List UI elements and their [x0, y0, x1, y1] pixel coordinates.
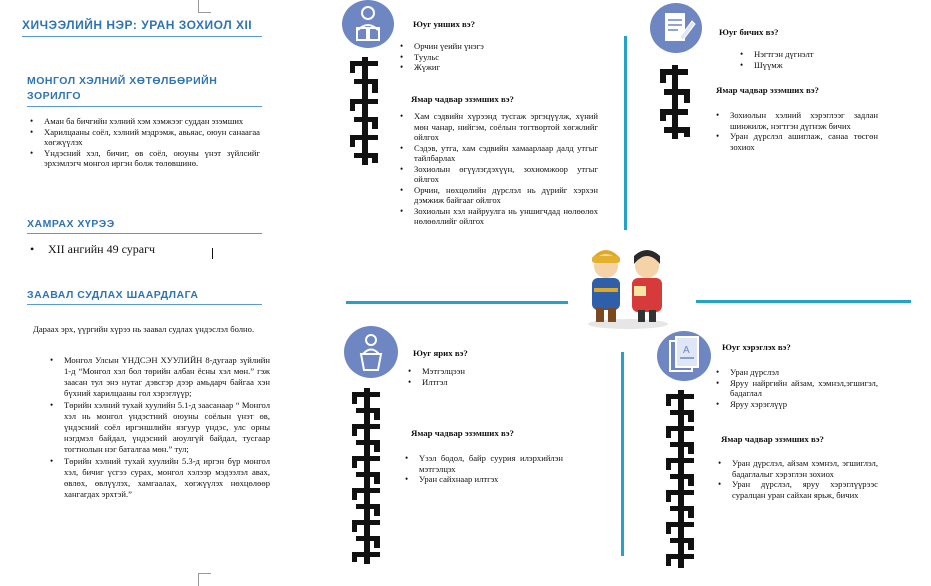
list-item: • Монгол Улсын ҮНДСЭН ХУУЛИЙН 8-дугаар зүйлийн 1-д “Монгол хэл бол төрийн албан ёсны хэл мөн.” гэж заасан тул энэ нутаг дэвсгэр дээр амьдарч байгаа хэн бүхний харилцааны гол хэрэглүүр; [48, 355, 270, 399]
list-item: • Яруу хэрэглүүр [714, 399, 878, 410]
q4-skills-heading: Ямар чадвар эзэмших вэ? [721, 434, 824, 444]
divider-horizontal-right [696, 300, 911, 303]
list-item: • Илтгэл [406, 377, 556, 388]
list-item: • Туульс [398, 52, 558, 63]
divider-vertical-top [624, 36, 627, 230]
reader-icon [342, 0, 394, 48]
q2-skills-heading: Ямар чадвар эзэмших вэ? [716, 85, 819, 95]
divider-vertical-bottom [621, 352, 624, 556]
list-item: • Нэгтгэн дүгнэлт [738, 49, 878, 60]
list-item: • Зохиолын хэл найруулга нь уншигчдад нөлөөлөх нөлөөллийг ойлгох [398, 206, 598, 227]
coverage-underline [27, 233, 262, 234]
q2-items [738, 49, 878, 70]
q3-skills-heading: Ямар чадвар эзэмших вэ? [411, 428, 514, 438]
list-item: • Орчин, нөхцөлийн дүрслэл нь дүрийг хэрхэн дэмжиж байгааг ойлгох [398, 185, 598, 206]
list-item: • Уран дүрслэл [714, 367, 878, 378]
crop-mark [198, 573, 211, 586]
mongolian-script-icon [350, 57, 380, 165]
document-title: ХИЧЭЭЛИЙН НЭР: УРАН ЗОХИОЛ XII [22, 18, 253, 32]
q2-question: Юуг бичих вэ? [719, 27, 779, 37]
q1-skills [398, 111, 598, 227]
book-icon [657, 331, 711, 381]
list-item: • Мэтгэлцээн [406, 366, 556, 377]
coverage-heading: ХАМРАХ ХҮРЭЭ [27, 218, 115, 230]
list-item: • Жүжиг [398, 62, 558, 73]
list-item: • Уран дүрслэл, яруу хэрэглүүрээс суралцан уран сайхан ярьж, бичих [716, 479, 878, 500]
list-item: • Аман ба бичгийн хэлний хэм хэмжээг суддан эзэмших [28, 116, 260, 127]
rules-intro: Дараах эрх, үүргийн хүрээ нь заавал судлах үндэслэл болно. [33, 324, 255, 334]
list-item: • Зохиолын өгүүлэгдэхүүн, зохиомжоор утгыг ойлгох [398, 164, 598, 185]
mongolian-script-icon [352, 388, 382, 564]
q3-items [406, 366, 556, 387]
q4-question: Юуг хэрэглэх вэ? [722, 342, 791, 352]
mongolian-script-icon [660, 65, 690, 139]
q4-items [714, 367, 878, 409]
q1-skills-heading: Ямар чадвар эзэмших вэ? [411, 94, 514, 104]
rules-underline [27, 304, 262, 305]
list-item: • XII ангийн 49 сурагч [28, 241, 218, 257]
q4-skills [716, 458, 878, 500]
list-item: • Үндэсний хэл, бичиг, өв соёл, оюуны үнэт зүйлсийг эрхэмлэгч монгол иргэн болж төлөвшинө. [28, 148, 260, 169]
list-item: • Төрийн хэлний тухай хуулийн 5.3-д иргэн бүр монгол хэл, бичиг үсгээ сурах, монгол хэлээр мэдээлэл авах, өвлөх, өвлүүлэх, хамгаалах, хөгжүүлэх нөхцөлөөр хангагдах эрхтэй.” [48, 456, 270, 500]
list-item: • Яруу найргийн айзам, хэмнэл,эгшигэл, бадаглал [714, 378, 878, 399]
q1-question: Юуг унших вэ? [413, 19, 476, 29]
goal-heading: МОНГОЛ ХЭЛНИЙ ХӨТӨЛБӨРИЙН ЗОРИЛГО [27, 75, 218, 102]
text-cursor [212, 248, 213, 259]
q3-skills [403, 453, 563, 485]
divider-horizontal-left [346, 301, 568, 304]
list-item: • Үзэл бодол, байр суурия илэрхийлэн мэтгэлцэх [403, 453, 563, 474]
list-item: • Төрийн хэлний тухай хуулийн 5.1-д заасанаар “ Монгол хэл нь монгол үндэстний оюуны соёлын үнэт өв, үндэсний соёл иргэншлийн язгуур үндэс, улс орны нэгдмэл байдал, үндэсний аюулгүй байдал, тусгаар тогтнолын нэг баталгаа мөн.” тул; [48, 400, 270, 455]
list-item: • Уран дүрслэл ашиглаж, санаа төсгөн зохиох [714, 131, 878, 152]
coverage-list [28, 241, 218, 257]
writing-icon [650, 3, 702, 53]
list-item: • Уран дүрслэл, айзам хэмнэл, эгшиглэл, бадаглалыг хэрэглэн зохиох [716, 458, 878, 479]
list-item: • Сэдэв, утга, хам сэдвийн хамаарлаар далд утгыг тайлбарлах [398, 143, 598, 164]
rules-list [48, 355, 270, 500]
list-item: • Орчин үеийн үнэгэ [398, 41, 558, 52]
svg-text:A: A [683, 345, 690, 356]
list-item: • Уран сайхнаар илтгэх [403, 474, 563, 485]
rules-heading: ЗААВАЛ СУДЛАХ ШААРДЛАГА [27, 289, 199, 301]
children-illustration [582, 244, 674, 330]
q3-question: Юуг ярих вэ? [413, 348, 468, 358]
list-item: • Хам сэдвийн хүрээнд тусгаж эргэцүүлж, хүний мөн чанар, нийгэм, соёлын тогтвортой хөгжлийг ойлгох [398, 111, 598, 143]
mongolian-script-icon [666, 390, 696, 568]
title-underline [22, 36, 262, 37]
crop-mark [198, 0, 211, 13]
list-item: • Харилцааны соёл, хэлний мэдрэмж, авьяас, оюун санаагаа хөгжүүлэх [28, 127, 260, 148]
q2-skills [714, 110, 878, 152]
list-item: • Шүүмж [738, 60, 878, 71]
goal-list [28, 116, 260, 169]
q1-items [398, 41, 558, 73]
podium-icon [344, 326, 398, 378]
goal-underline [27, 106, 262, 107]
list-item: • Зохиолын хэлний хэрэглээг задлан шинжилж, нэгтгэн дүгнэж бичих [714, 110, 878, 131]
